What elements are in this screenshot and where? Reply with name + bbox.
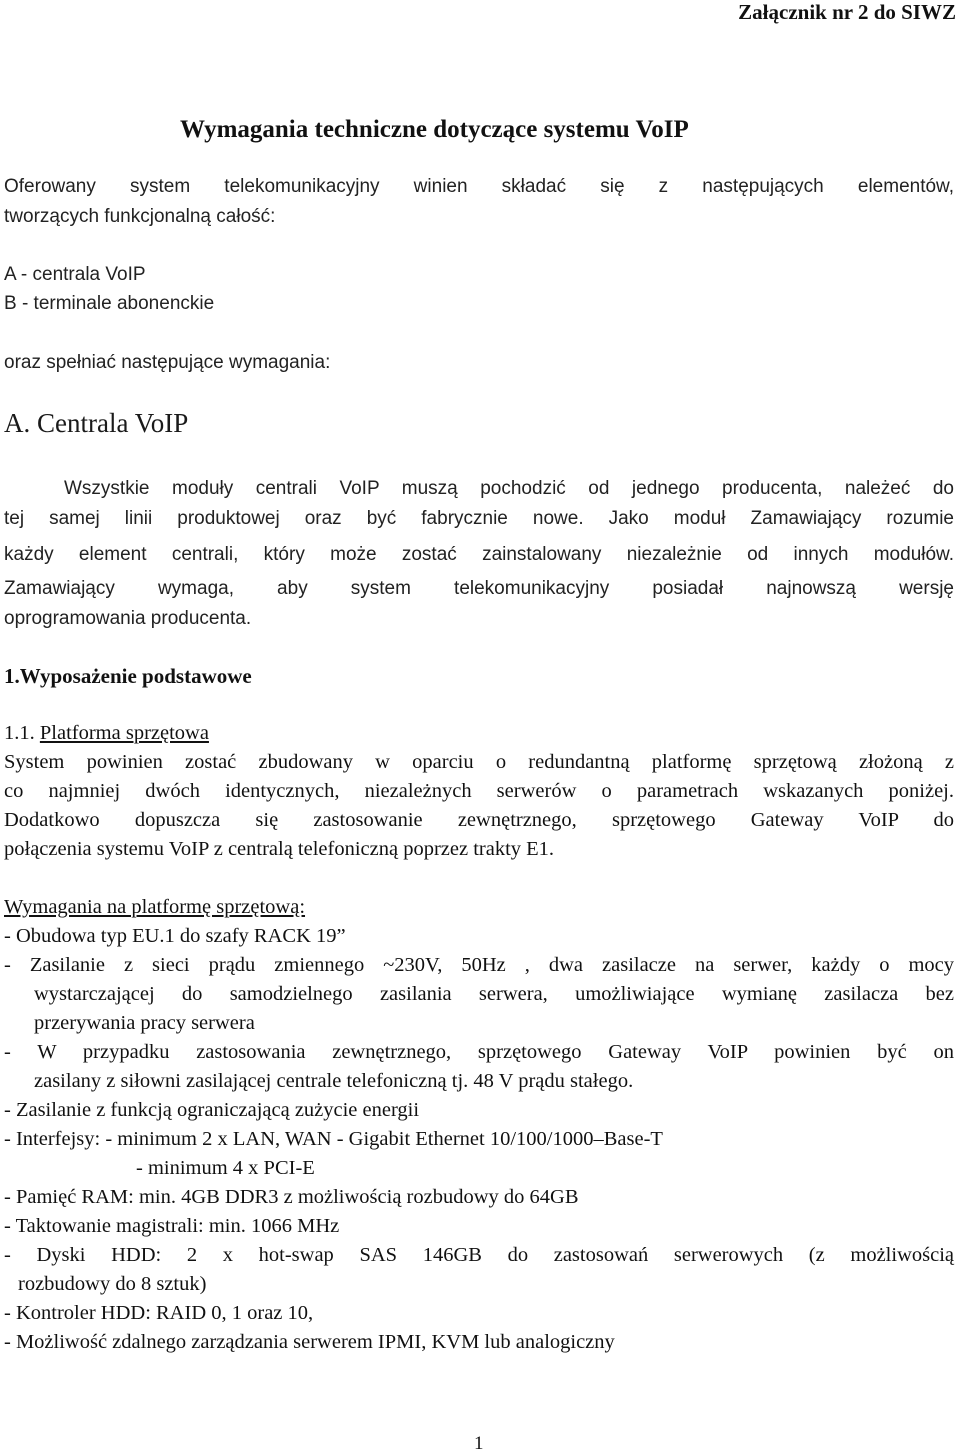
req-item-housing: - Obudowa typ EU.1 do szafy RACK 19” [4,925,346,947]
document-title: Wymagania techniczne dotyczące systemu VoIP [180,116,689,143]
req-item-controller: - Kontroler HDD: RAID 0, 1 oraz 10, [4,1302,314,1324]
element-a: A - centrala VoIP [4,264,146,285]
section-a-line-5: oprogramowania producenta. [4,608,252,629]
req-item-power-line-1: - Zasilanie z sieci prądu zmiennego ~230V, 50Hz , dwa zasilacze na serwer, każdy o mocy [4,954,954,976]
subsection-item-number: 1.1. [4,722,35,744]
req-item-disks-line-2: rozbudowy do 8 sztuk) [18,1273,207,1295]
platform-para-line-4: połączenia systemu VoIP z centralą telefoniczną poprzez trakty E1. [4,838,555,860]
req-item-power-line-3: przerywania pracy serwera [34,1012,255,1034]
intro-line-2: tworzących funkcjonalną całość: [4,206,276,227]
intro-line-1: Oferowany system telekomunikacyjny winien składać się z następujących elementów, [4,176,954,197]
subsection-item-heading [4,722,209,745]
req-item-bus: - Taktowanie magistrali: min. 1066 MHz [4,1215,340,1237]
requirements-intro: oraz spełniać następujące wymagania: [4,352,331,373]
subsection-heading: 1.Wyposażenie podstawowe [4,664,252,688]
section-a-line-4: Zamawiający wymaga, aby system telekomunikacyjny posiadał najnowszą wersję [4,578,954,599]
subsection-item-title: Platforma sprzętowa [39,722,209,744]
platform-para-line-3: Dodatkowo dopuszcza się zastosowanie zewnętrznego, sprzętowego Gateway VoIP do [4,809,954,831]
platform-para-line-2: co najmniej dwóch identycznych, niezależnych serwerów o parametrach wskazanych poniżej. [4,780,954,802]
section-a-line-3: każdy element centrali, który może zostać zainstalowany niezależnie od innych modułów. [4,544,954,565]
req-item-interfaces-line-2: - minimum 4 x PCI-E [136,1157,315,1179]
req-item-ram: - Pamięć RAM: min. 4GB DDR3 z możliwością rozbudowy do 64GB [4,1186,579,1208]
req-item-management: - Możliwość zdalnego zarządzania serwerem IPMI, KVM lub analogiczny [4,1331,615,1353]
section-a-line-1: Wszystkie moduły centrali VoIP muszą pochodzić od jednego producenta, należeć do [64,478,954,499]
platform-para-line-1: System powinien zostać zbudowany w oparciu o redundantną platformę sprzętową złożoną z [4,751,954,773]
section-a-line-2: tej samej linii produktowej oraz być fabrycznie nowe. Jako moduł Zamawiający rozumie [4,508,954,529]
req-item-disks-line-1: - Dyski HDD: 2 x hot-swap SAS 146GB do zastosowań serwerowych (z możliwością [4,1244,954,1266]
req-item-interfaces-line-1: - Interfejsy: - minimum 2 x LAN, WAN - Gigabit Ethernet 10/100/1000–Base-T [4,1128,663,1150]
requirements-heading: Wymagania na platformę sprzętową: [4,896,306,918]
section-a-heading: A. Centrala VoIP [4,408,189,438]
attachment-label: Załącznik nr 2 do SIWZ [738,0,956,24]
req-item-gateway-line-2: zasilany z siłowni zasilającej centrale telefoniczną tj. 48 V prądu stałego. [34,1070,634,1092]
req-item-gateway-line-1: - W przypadku zastosowania zewnętrznego, sprzętowego Gateway VoIP powinien być on [4,1041,954,1063]
page-number: 1 [474,1433,484,1454]
req-item-power-line-2: wystarczającej do samodzielnego zasilania serwera, umożliwiające wymianę zasilacza bez [34,983,954,1005]
req-item-energy: - Zasilanie z funkcją ograniczającą zużycie energii [4,1099,420,1121]
element-b: B - terminale abonenckie [4,293,215,314]
